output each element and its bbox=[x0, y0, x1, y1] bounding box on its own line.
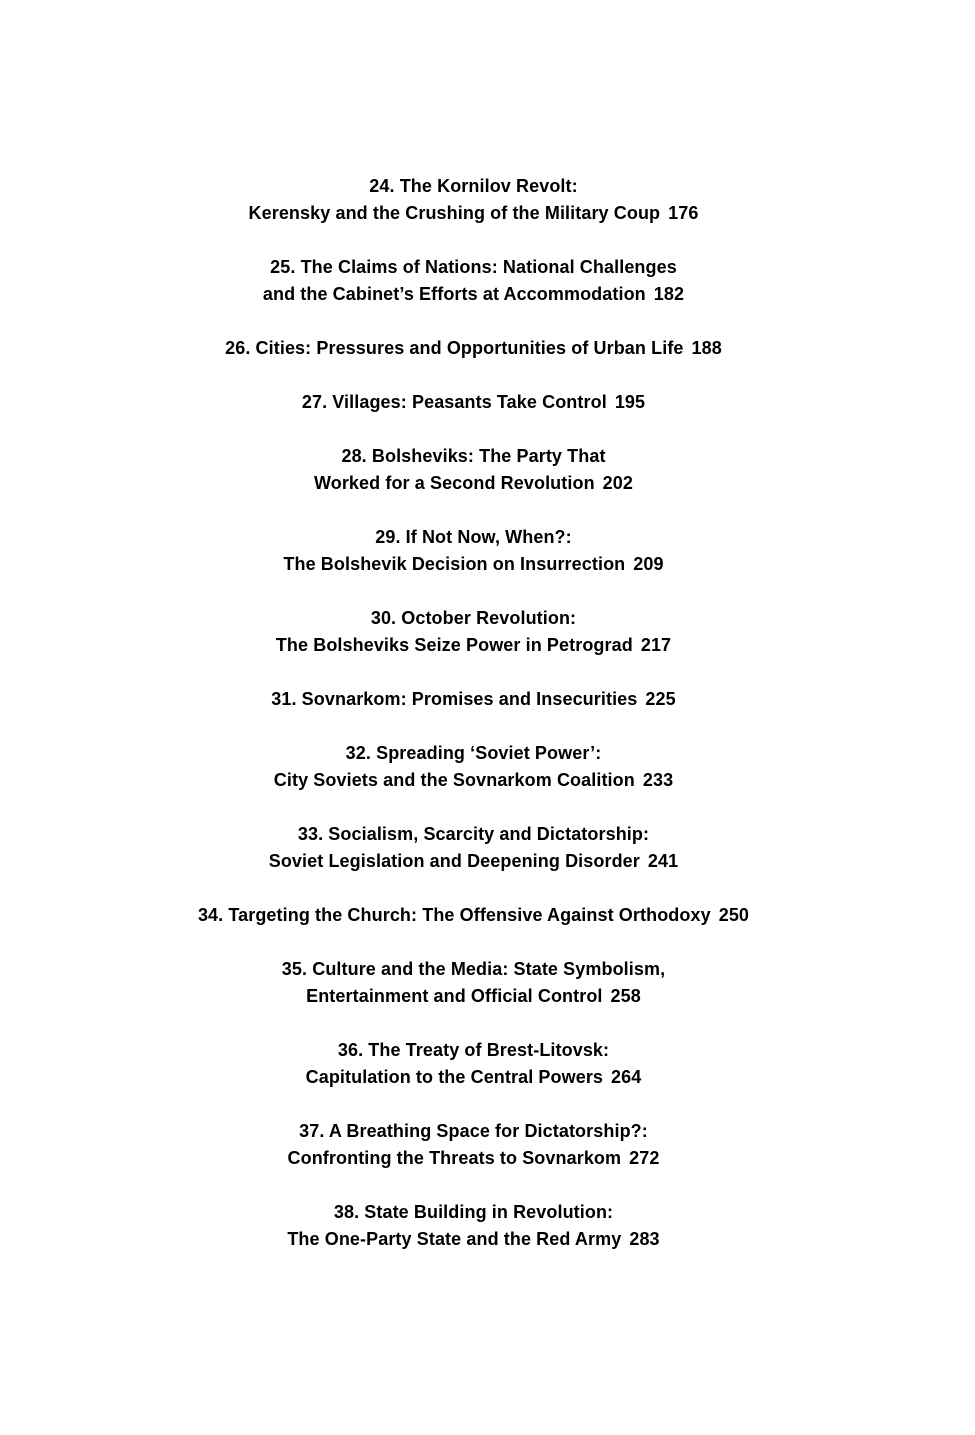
toc-entry-subtitle-text: Kerensky and the Crushing of the Military Coup bbox=[248, 203, 661, 223]
toc-entry-title-text: 31. Sovnarkom: Promises and Insecurities bbox=[271, 689, 638, 709]
toc-entry-subtitle-text: The Bolshevik Decision on Insurrection bbox=[283, 554, 626, 574]
toc-entry bbox=[0, 524, 947, 578]
page-number: 264 bbox=[611, 1067, 642, 1087]
toc-entry-subtitle-text: The One-Party State and the Red Army bbox=[287, 1229, 622, 1249]
page-number: 176 bbox=[668, 203, 699, 223]
toc-entry-subtitle-text: The Bolsheviks Seize Power in Petrograd bbox=[275, 635, 633, 655]
toc-entry-title bbox=[0, 335, 947, 362]
toc-entry-subtitle bbox=[0, 848, 947, 875]
page-number: 217 bbox=[640, 635, 672, 655]
toc-entry-subtitle-text: City Soviets and the Sovnarkom Coalition bbox=[273, 770, 635, 790]
toc-entry-subtitle bbox=[0, 632, 947, 659]
toc-entry bbox=[0, 740, 947, 794]
toc-entry-subtitle bbox=[0, 281, 947, 308]
toc-entry-subtitle bbox=[0, 1064, 947, 1091]
toc-entry-title: 32. Spreading ‘Soviet Power’: bbox=[345, 743, 602, 763]
toc-entry-subtitle bbox=[0, 1226, 947, 1253]
toc-entry-title: 25. The Claims of Nations: National Challenges bbox=[270, 257, 677, 277]
page-number: 202 bbox=[602, 473, 634, 493]
table-of-contents bbox=[0, 173, 947, 1280]
toc-entry-subtitle bbox=[0, 767, 947, 794]
toc-entry-title bbox=[0, 902, 947, 929]
toc-entry-title: 38. State Building in Revolution: bbox=[333, 1202, 614, 1222]
page-number: 272 bbox=[629, 1148, 660, 1168]
toc-entry bbox=[0, 389, 947, 416]
toc-entry-title bbox=[0, 686, 947, 713]
toc-entry bbox=[0, 902, 947, 929]
toc-entry-subtitle-text: Soviet Legislation and Deepening Disorder bbox=[268, 851, 640, 871]
toc-entry-subtitle-text: and the Cabinet’s Efforts at Accommodation bbox=[262, 284, 646, 304]
toc-entry bbox=[0, 956, 947, 1010]
toc-entry-title: 28. Bolsheviks: The Party That bbox=[341, 446, 606, 466]
toc-entry-subtitle-text: Capitulation to the Central Powers bbox=[305, 1067, 604, 1087]
toc-entry bbox=[0, 335, 947, 362]
toc-entry-title-text: 27. Villages: Peasants Take Control bbox=[301, 392, 607, 412]
page-number: 283 bbox=[629, 1229, 660, 1249]
toc-entry-subtitle-text: Confronting the Threats to Sovnarkom bbox=[287, 1148, 622, 1168]
toc-entry-subtitle-text: Worked for a Second Revolution bbox=[313, 473, 595, 493]
page-number: 182 bbox=[653, 284, 685, 304]
toc-entry bbox=[0, 254, 947, 308]
toc-entry bbox=[0, 1037, 947, 1091]
page-number: 233 bbox=[642, 770, 674, 790]
toc-entry-title-text: 26. Cities: Pressures and Opportunities of Urban Life bbox=[225, 338, 684, 358]
toc-entry bbox=[0, 173, 947, 227]
toc-entry-subtitle-text: Entertainment and Official Control bbox=[306, 986, 603, 1006]
toc-entry bbox=[0, 605, 947, 659]
toc-entry bbox=[0, 686, 947, 713]
toc-entry-title: 35. Culture and the Media: State Symbolism, bbox=[281, 959, 666, 979]
toc-entry-title: 37. A Breathing Space for Dictatorship?: bbox=[299, 1121, 648, 1141]
page-number: 188 bbox=[691, 338, 722, 358]
page-number: 225 bbox=[645, 689, 676, 709]
toc-entry-subtitle bbox=[0, 983, 947, 1010]
toc-entry-subtitle bbox=[0, 1145, 947, 1172]
toc-entry bbox=[0, 821, 947, 875]
page-number: 195 bbox=[614, 392, 646, 412]
toc-entry bbox=[0, 1199, 947, 1253]
toc-entry-subtitle bbox=[0, 470, 947, 497]
toc-entry-title: 24. The Kornilov Revolt: bbox=[369, 176, 578, 196]
toc-entry-title: 29. If Not Now, When?: bbox=[375, 527, 572, 547]
page-number: 258 bbox=[610, 986, 641, 1006]
toc-entry-title: 33. Socialism, Scarcity and Dictatorship: bbox=[297, 824, 650, 844]
page-number: 241 bbox=[647, 851, 679, 871]
page-number: 250 bbox=[718, 905, 750, 925]
toc-entry-title bbox=[0, 389, 947, 416]
page-number: 209 bbox=[633, 554, 664, 574]
toc-entry-title-text: 34. Targeting the Church: The Offensive Against Orthodoxy bbox=[197, 905, 711, 925]
toc-entry-title: 30. October Revolution: bbox=[370, 608, 577, 628]
toc-entry-subtitle bbox=[0, 551, 947, 578]
toc-entry bbox=[0, 443, 947, 497]
toc-entry-subtitle bbox=[0, 200, 947, 227]
toc-entry bbox=[0, 1118, 947, 1172]
toc-entry-title: 36. The Treaty of Brest-Litovsk: bbox=[337, 1040, 610, 1060]
